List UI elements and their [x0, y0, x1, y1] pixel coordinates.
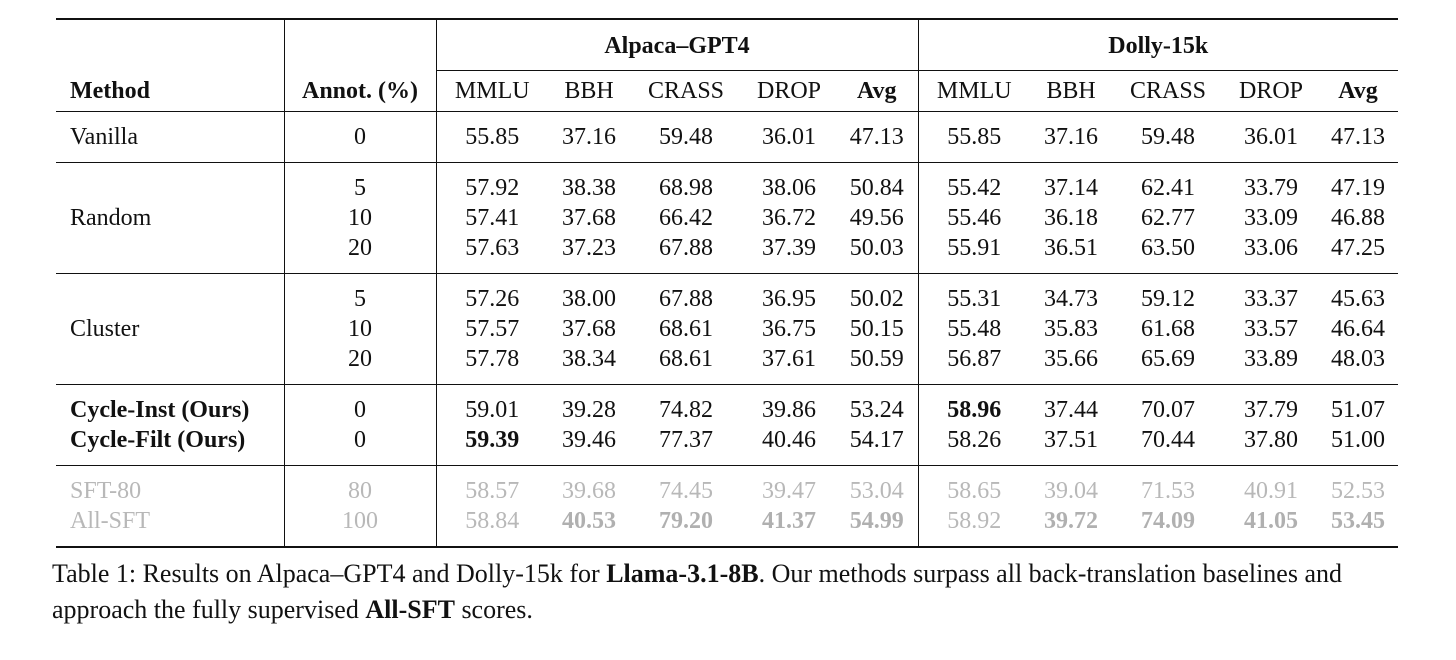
caption-prefix: Table 1: Results on Alpaca–GPT4 and Dolly-15k for	[52, 559, 607, 588]
table-row	[56, 314, 1398, 344]
header-metric: CRASS	[1129, 78, 1207, 104]
cell: 67.88	[659, 235, 713, 261]
table-row	[56, 466, 1398, 506]
header-metric: CRASS	[647, 78, 725, 104]
cell: 55.31	[918, 274, 1030, 314]
table-row	[56, 203, 1398, 233]
table-row	[56, 163, 1398, 203]
row-method: All-SFT	[70, 508, 151, 534]
cell: 47.13	[849, 124, 904, 150]
header-metric: BBH	[564, 78, 614, 104]
row-annot: 10	[284, 314, 436, 344]
caption-ref: All-SFT	[365, 595, 455, 624]
cell: 65.69	[1141, 346, 1195, 372]
cell: 33.89	[1244, 346, 1298, 372]
cell: 74.45	[659, 478, 713, 504]
cell: 59.01	[436, 385, 548, 425]
cell: 39.68	[562, 478, 616, 504]
header-metric: BBH	[1046, 78, 1096, 104]
cell: 58.92	[918, 506, 1030, 546]
row-annot: 5	[284, 274, 436, 314]
row-method: Random	[70, 205, 152, 231]
cell: 46.64	[1331, 316, 1385, 342]
table-row	[56, 344, 1398, 385]
header-metric: DROP	[756, 78, 822, 104]
header-method: Method	[70, 78, 150, 104]
cell: 58.84	[436, 506, 548, 546]
cell: 50.15	[849, 316, 904, 342]
header-metric: Avg	[1338, 78, 1378, 104]
header-row-metrics	[56, 71, 1398, 112]
row-annot: 0	[284, 425, 436, 466]
row-annot: 80	[284, 466, 436, 506]
cell: 38.00	[562, 286, 616, 312]
cell: 68.61	[659, 316, 713, 342]
cell: 47.19	[1331, 175, 1385, 201]
cell: 37.68	[562, 316, 616, 342]
row-annot: 0	[284, 112, 436, 163]
cell: 37.14	[1044, 175, 1098, 201]
table-row	[56, 112, 1398, 163]
results-table	[56, 18, 1398, 548]
cell: 37.23	[562, 235, 616, 261]
table-row	[56, 385, 1398, 425]
cell: 33.79	[1244, 175, 1298, 201]
cell: 50.84	[849, 175, 904, 201]
cell: 37.68	[562, 205, 616, 231]
table-caption	[52, 556, 1414, 628]
row-method: Cycle-Filt (Ours)	[70, 427, 246, 453]
cell: 47.13	[1331, 124, 1385, 150]
cell: 56.87	[918, 344, 1030, 385]
cell: 41.05	[1244, 508, 1298, 534]
caption-model: Llama-3.1-8B	[606, 559, 759, 588]
cell: 50.59	[849, 346, 904, 372]
cell: 39.46	[562, 427, 616, 453]
cell: 36.72	[762, 205, 816, 231]
cell: 58.57	[436, 466, 548, 506]
cell: 46.88	[1331, 205, 1385, 231]
cell: 58.26	[918, 425, 1030, 466]
cell: 36.01	[762, 124, 816, 150]
cell: 39.47	[762, 478, 816, 504]
cell: 39.86	[762, 397, 816, 423]
cell: 37.51	[1044, 427, 1098, 453]
row-method: Cycle-Inst (Ours)	[70, 397, 250, 423]
cell: 58.65	[918, 466, 1030, 506]
row-method: Vanilla	[70, 124, 138, 150]
results-table-container	[56, 18, 1398, 548]
cell: 70.07	[1141, 397, 1195, 423]
row-method: Cluster	[70, 316, 140, 342]
row-annot: 10	[284, 203, 436, 233]
cell: 35.66	[1044, 346, 1098, 372]
header-metric: MMLU	[918, 71, 1030, 112]
cell: 67.88	[659, 286, 713, 312]
cell: 59.12	[1141, 286, 1195, 312]
cell: 77.37	[659, 427, 713, 453]
cell: 57.92	[436, 163, 548, 203]
cell: 57.63	[436, 233, 548, 274]
cell: 74.09	[1141, 508, 1195, 534]
cell: 47.25	[1331, 235, 1385, 261]
cell: 37.16	[562, 124, 616, 150]
row-annot: 0	[284, 385, 436, 425]
row-annot: 20	[284, 233, 436, 274]
cell: 54.17	[849, 427, 904, 453]
cell: 37.44	[1044, 397, 1098, 423]
cell: 36.18	[1044, 205, 1098, 231]
cell: 50.03	[849, 235, 904, 261]
header-metric: DROP	[1238, 78, 1304, 104]
cell: 50.02	[849, 286, 904, 312]
cell: 68.61	[659, 346, 713, 372]
cell: 57.41	[436, 203, 548, 233]
cell: 38.06	[762, 175, 816, 201]
cell: 55.48	[918, 314, 1030, 344]
cell: 59.48	[659, 124, 713, 150]
cell: 53.04	[849, 478, 904, 504]
cell: 35.83	[1044, 316, 1098, 342]
cell: 62.41	[1141, 175, 1195, 201]
row-annot: 5	[284, 163, 436, 203]
cell: 53.45	[1331, 508, 1385, 534]
cell: 33.09	[1244, 205, 1298, 231]
cell: 40.46	[762, 427, 816, 453]
cell: 39.04	[1044, 478, 1098, 504]
cell: 34.73	[1044, 286, 1098, 312]
cell: 53.24	[849, 397, 904, 423]
cell: 59.39	[436, 425, 548, 466]
cell: 40.53	[562, 508, 616, 534]
header-metric: Avg	[856, 78, 897, 104]
header-row-groups	[56, 20, 1398, 71]
cell: 38.38	[562, 175, 616, 201]
cell: 55.46	[918, 203, 1030, 233]
cell: 59.48	[1141, 124, 1195, 150]
cell: 37.80	[1244, 427, 1298, 453]
cell: 37.16	[1044, 124, 1098, 150]
cell: 39.28	[562, 397, 616, 423]
cell: 79.20	[659, 508, 713, 534]
row-method: SFT-80	[70, 478, 142, 504]
cell: 61.68	[1141, 316, 1195, 342]
cell: 62.77	[1141, 205, 1195, 231]
cell: 71.53	[1141, 478, 1195, 504]
cell: 33.37	[1244, 286, 1298, 312]
cell: 40.91	[1244, 478, 1298, 504]
cell: 41.37	[762, 508, 816, 534]
cell: 68.98	[659, 175, 713, 201]
cell: 74.82	[659, 397, 713, 423]
cell: 39.72	[1044, 508, 1098, 534]
cell: 38.34	[562, 346, 616, 372]
cell: 63.50	[1141, 235, 1195, 261]
cell: 48.03	[1331, 346, 1385, 372]
group-title-dolly: Dolly-15k	[919, 22, 1399, 71]
caption-middle: . Our methods surpass all back-translation baselines and approach the fully supervised	[52, 559, 1343, 624]
cell: 70.44	[1141, 427, 1195, 453]
cell: 52.53	[1331, 478, 1385, 504]
cell: 33.57	[1244, 316, 1298, 342]
cell: 55.42	[918, 163, 1030, 203]
cell: 36.01	[1244, 124, 1298, 150]
header-annot: Annot. (%)	[284, 71, 436, 112]
row-annot: 20	[284, 344, 436, 385]
cell: 37.79	[1244, 397, 1298, 423]
cell: 36.51	[1044, 235, 1098, 261]
cell: 49.56	[849, 205, 904, 231]
cell: 33.06	[1244, 235, 1298, 261]
cell: 66.42	[659, 205, 713, 231]
group-title-alpaca: Alpaca–GPT4	[437, 22, 918, 71]
cell: 55.91	[918, 233, 1030, 274]
cell: 58.96	[918, 385, 1030, 425]
cell: 51.00	[1331, 427, 1385, 453]
header-metric: MMLU	[436, 71, 548, 112]
table-row	[56, 506, 1398, 546]
table-row	[56, 233, 1398, 274]
cell: 51.07	[1331, 397, 1385, 423]
cell: 36.75	[762, 316, 816, 342]
table-row	[56, 425, 1398, 466]
cell: 37.39	[762, 235, 816, 261]
cell: 54.99	[849, 508, 904, 534]
cell: 57.26	[436, 274, 548, 314]
cell: 57.78	[436, 344, 548, 385]
table-row	[56, 274, 1398, 314]
cell: 36.95	[762, 286, 816, 312]
caption-suffix: scores.	[454, 595, 533, 624]
cell: 45.63	[1331, 286, 1385, 312]
cell: 55.85	[918, 112, 1030, 163]
cell: 37.61	[762, 346, 816, 372]
cell: 55.85	[436, 112, 548, 163]
row-annot: 100	[284, 506, 436, 546]
cell: 57.57	[436, 314, 548, 344]
